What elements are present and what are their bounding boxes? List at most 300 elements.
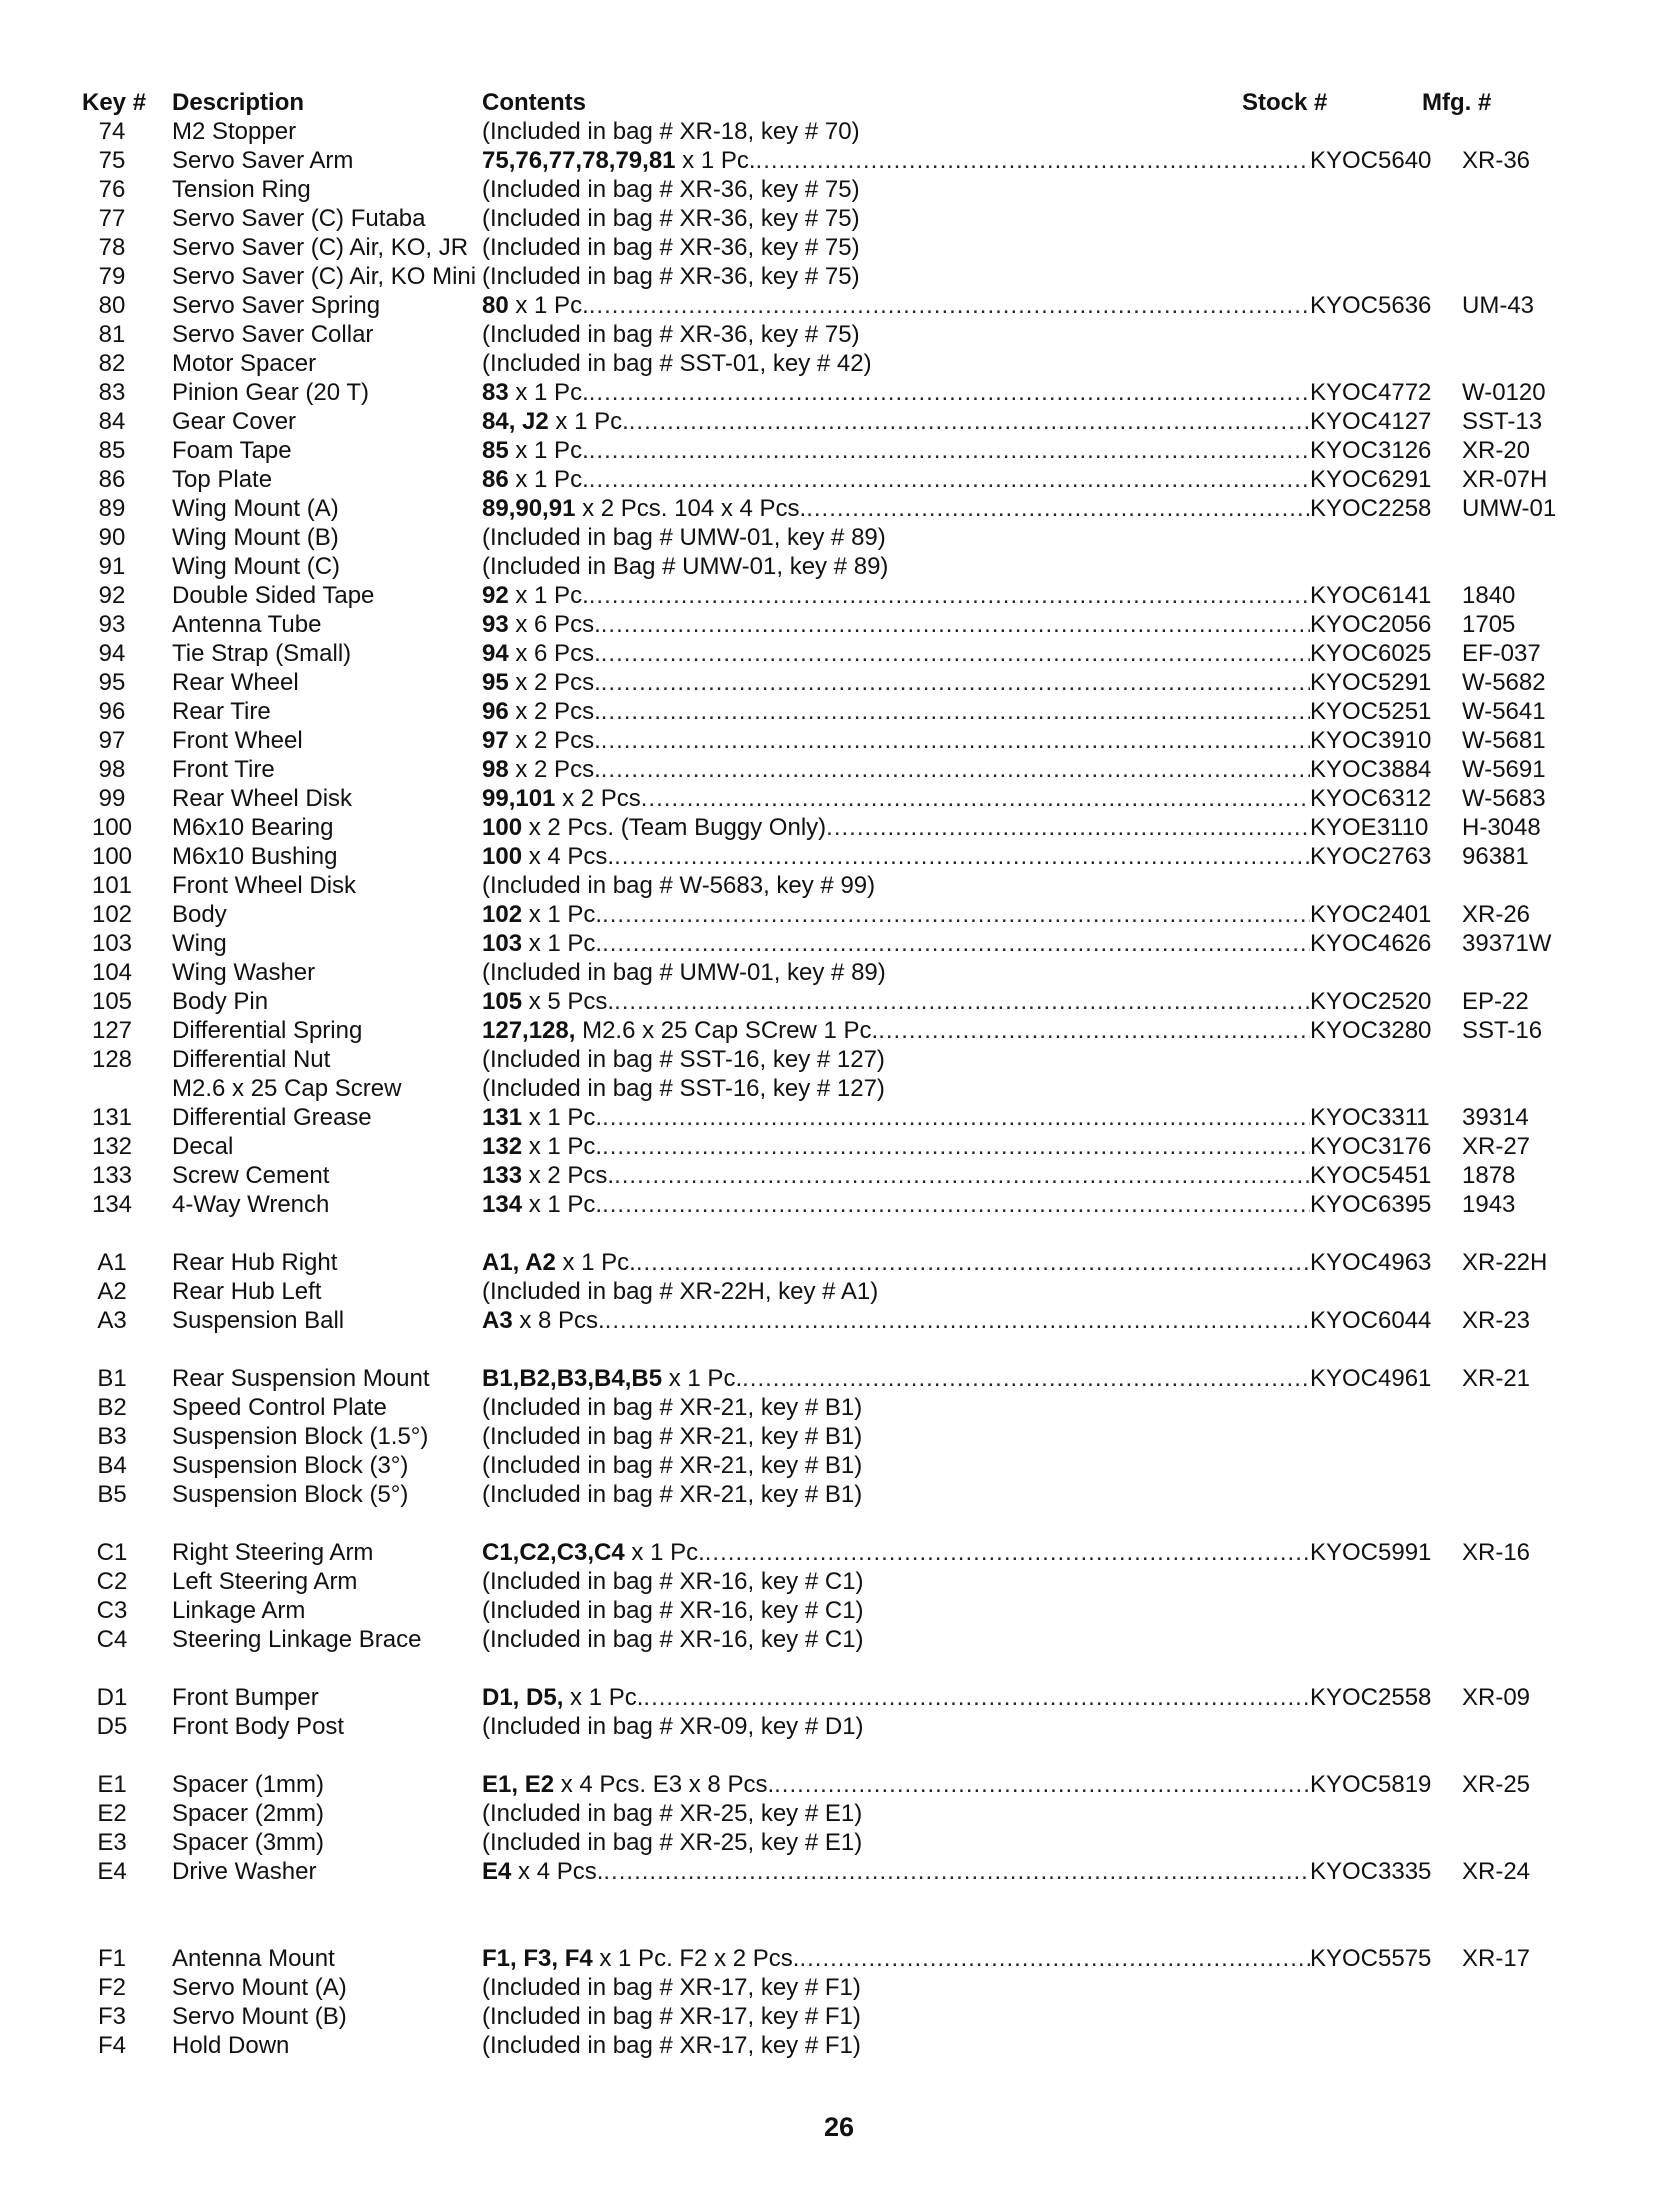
part-description: Suspension Block (3°) (172, 1452, 409, 1479)
contents-keys: 127,128, (482, 1017, 576, 1044)
contents-keys: E4 (482, 1858, 512, 1885)
key-number: 132 (91, 1133, 133, 1160)
key-number: 86 (98, 466, 126, 493)
leader-dots (601, 610, 1310, 639)
part-contents (482, 1973, 1310, 2002)
contents-text (482, 349, 872, 378)
table-row (82, 1770, 1531, 1799)
contents-quantity: x 1 Pc. (522, 1133, 603, 1160)
part-description: Rear Hub Right (172, 1249, 338, 1276)
table-row (82, 1103, 1529, 1132)
part-contents (482, 262, 1310, 291)
part-contents (482, 842, 1310, 871)
contents-quantity: (Included in bag # SST-16, key # 127) (482, 1046, 885, 1073)
part-description: Body (172, 901, 227, 928)
contents-keys: 94 (482, 640, 509, 667)
key-number: 93 (98, 611, 126, 638)
part-contents (482, 1712, 1310, 1741)
key-number: A1 (97, 1249, 127, 1276)
mfg-number: XR-21 (1462, 1365, 1531, 1392)
mfg-number: XR-27 (1462, 1133, 1531, 1160)
table-row (82, 1016, 1543, 1045)
part-contents (482, 1799, 1310, 1828)
contents-keys: 86 (482, 466, 509, 493)
stock-number: KYOC6291 (1310, 466, 1432, 493)
table-row (82, 349, 1502, 378)
part-description: Spacer (3mm) (172, 1829, 325, 1856)
contents-text (482, 1683, 643, 1712)
part-contents (482, 1422, 1310, 1451)
contents-text (482, 1451, 862, 1480)
leader-dots (589, 436, 1310, 465)
table-row (82, 2031, 1502, 2060)
leader-dots (601, 697, 1310, 726)
contents-text (482, 1190, 602, 1219)
key-number: 76 (98, 176, 126, 203)
part-description: Rear Wheel (172, 669, 299, 696)
part-contents (482, 958, 1310, 987)
contents-keys: 131 (482, 1104, 523, 1131)
part-description: Double Sided Tape (172, 582, 375, 609)
contents-keys: 98 (482, 756, 509, 783)
key-number: 78 (98, 234, 126, 261)
part-contents (482, 581, 1310, 610)
table-row (82, 871, 1502, 900)
table-row (82, 1132, 1531, 1161)
table-row (82, 842, 1529, 871)
key-number: 80 (98, 292, 126, 319)
contents-text (482, 871, 875, 900)
stock-number: KYOC4772 (1310, 379, 1432, 406)
key-number: 134 (91, 1191, 133, 1218)
key-number: 83 (98, 379, 126, 406)
contents-quantity: x 1 Pc. F2 x 2 Pcs. (592, 1945, 800, 1972)
table-row (82, 552, 1502, 581)
part-description: Front Wheel Disk (172, 872, 357, 899)
stock-number: KYOC4961 (1310, 1365, 1432, 1392)
part-description: Antenna Tube (172, 611, 322, 638)
stock-number: KYOE3110 (1310, 814, 1429, 841)
mfg-number: XR-23 (1462, 1307, 1531, 1334)
contents-text (482, 1538, 705, 1567)
key-number: B4 (97, 1452, 127, 1479)
stock-number: KYOC6141 (1310, 582, 1432, 609)
part-description: Pinion Gear (20 T) (172, 379, 369, 406)
stock-number: KYOC5575 (1310, 1945, 1432, 1972)
part-description: Front Body Post (172, 1713, 345, 1740)
part-description: Servo Saver Collar (172, 321, 374, 348)
table-row (82, 523, 1502, 552)
header-mfg: Mfg. # (1422, 89, 1492, 116)
contents-quantity: (Included in bag # UMW-01, key # 89) (482, 524, 886, 551)
contents-text (482, 2002, 861, 2031)
key-number: 131 (91, 1104, 133, 1131)
key-number: 96 (98, 698, 126, 725)
table-row (82, 175, 1502, 204)
part-contents (482, 1016, 1310, 1045)
part-description: M6x10 Bushing (172, 843, 338, 870)
part-contents (482, 755, 1310, 784)
stock-number: KYOC3311 (1310, 1104, 1430, 1131)
stock-number: KYOC2056 (1310, 611, 1432, 638)
key-number: C4 (96, 1626, 128, 1653)
key-number: 94 (98, 640, 126, 667)
contents-quantity: x 2 Pcs. (508, 669, 601, 696)
contents-text (482, 958, 886, 987)
part-description: Wing Mount (C) (172, 553, 341, 580)
contents-text (482, 552, 888, 581)
stock-number: KYOC6044 (1310, 1307, 1432, 1334)
key-number: 79 (98, 263, 126, 290)
contents-quantity: (Included in bag # XR-25, key # E1) (482, 1829, 863, 1856)
contents-quantity: x 2 Pcs. (508, 698, 601, 725)
contents-text (482, 1480, 862, 1509)
key-number: 104 (91, 959, 133, 986)
key-number: 81 (98, 321, 126, 348)
contents-keys: A1, A2 (482, 1249, 556, 1276)
table-row (82, 668, 1546, 697)
part-contents (482, 1944, 1310, 1973)
contents-text (482, 378, 589, 407)
key-number: F3 (97, 2003, 126, 2030)
table-row (82, 465, 1548, 494)
contents-quantity: x 2 Pcs (555, 785, 641, 812)
mfg-number: EF-037 (1462, 640, 1541, 667)
table-row (82, 1422, 1502, 1451)
contents-quantity: x 2 Pcs. (508, 756, 601, 783)
part-description: Servo Saver (C) Futaba (172, 205, 426, 232)
table-row (82, 1190, 1516, 1219)
part-contents (482, 697, 1310, 726)
contents-quantity: x 5 Pcs. (522, 988, 615, 1015)
stock-number: KYOC3176 (1310, 1133, 1432, 1160)
contents-text (482, 117, 860, 146)
part-description: Differential Grease (172, 1104, 372, 1131)
part-contents (482, 2031, 1310, 2060)
key-number: 128 (91, 1046, 133, 1073)
contents-text (482, 1944, 799, 1973)
part-contents (482, 436, 1310, 465)
part-contents (482, 987, 1310, 1016)
leader-dots (589, 291, 1310, 320)
part-description: Front Bumper (172, 1684, 319, 1711)
contents-text (482, 262, 860, 291)
table-row (82, 204, 1502, 233)
mfg-number: XR-07H (1462, 466, 1548, 493)
table-row (82, 1596, 1502, 1625)
part-contents (482, 175, 1310, 204)
part-description: Spacer (2mm) (172, 1800, 325, 1827)
leader-dots (641, 784, 1310, 813)
key-number: B5 (97, 1481, 127, 1508)
table-row (82, 987, 1529, 1016)
part-contents (482, 1277, 1310, 1306)
stock-number: KYOC2763 (1310, 843, 1432, 870)
part-description: Suspension Block (1.5°) (172, 1423, 429, 1450)
part-description: 4-Way Wrench (172, 1191, 330, 1218)
part-contents (482, 726, 1310, 755)
leader-dots (602, 900, 1310, 929)
contents-keys: 102 (482, 901, 523, 928)
key-number: E4 (97, 1858, 127, 1885)
contents-text (482, 291, 589, 320)
part-contents (482, 1103, 1310, 1132)
leader-dots (603, 1857, 1310, 1886)
contents-text (482, 1132, 602, 1161)
contents-keys: 75,76,77,78,79,81 (482, 147, 676, 174)
mfg-number: W-0120 (1462, 379, 1546, 406)
contents-quantity: (Included in bag # W-5683, key # 99) (482, 872, 876, 899)
table-row (82, 1944, 1531, 1973)
contents-quantity: x 2 Pcs. (508, 727, 601, 754)
part-contents (482, 784, 1310, 813)
contents-text (482, 755, 601, 784)
key-number: 77 (98, 205, 126, 232)
table-row (82, 1683, 1531, 1712)
contents-keys: 99,101 (482, 785, 556, 812)
table-row (82, 1045, 1502, 1074)
part-contents (482, 233, 1310, 262)
leader-dots (601, 668, 1310, 697)
part-contents (482, 1306, 1310, 1335)
mfg-number: UMW-01 (1462, 495, 1557, 522)
contents-quantity: (Included in bag # XR-36, key # 75) (482, 321, 860, 348)
stock-number: KYOC4963 (1310, 1249, 1432, 1276)
contents-quantity: (Included in bag # SST-01, key # 42) (482, 350, 872, 377)
part-contents (482, 1393, 1310, 1422)
part-description: Rear Suspension Mount (172, 1365, 430, 1392)
contents-text (482, 320, 860, 349)
key-number: 103 (91, 930, 133, 957)
contents-keys: 84, J2 (482, 408, 549, 435)
table-row (82, 1248, 1548, 1277)
stock-number: KYOC5451 (1310, 1162, 1432, 1189)
part-description: Left Steering Arm (172, 1568, 358, 1595)
stock-number: KYOC2258 (1310, 495, 1432, 522)
mfg-number: XR-17 (1462, 1945, 1531, 1972)
leader-dots (614, 987, 1310, 1016)
contents-text (482, 146, 756, 175)
contents-keys: B1,B2,B3,B4,B5 (482, 1365, 663, 1392)
key-number: B3 (97, 1423, 127, 1450)
table-row (82, 1074, 1502, 1103)
leader-dots (602, 1190, 1310, 1219)
leader-dots (605, 1306, 1310, 1335)
table-row (82, 1712, 1502, 1741)
contents-text (482, 581, 589, 610)
contents-quantity: x 1 Pc. (675, 147, 756, 174)
leader-dots (601, 726, 1310, 755)
part-description: Steering Linkage Brace (172, 1626, 422, 1653)
stock-number: KYOC3910 (1310, 727, 1432, 754)
part-contents (482, 1567, 1310, 1596)
key-number: 127 (91, 1017, 133, 1044)
leader-dots (614, 842, 1310, 871)
parts-list-header (82, 88, 1502, 117)
mfg-number: XR-26 (1462, 901, 1531, 928)
contents-keys: C1,C2,C3,C4 (482, 1539, 625, 1566)
mfg-number: 1705 (1462, 611, 1516, 638)
table-row (82, 1828, 1502, 1857)
contents-quantity: x 6 Pcs. (508, 640, 601, 667)
key-number: 74 (98, 118, 126, 145)
contents-quantity: (Included in bag # XR-25, key # E1) (482, 1800, 863, 1827)
part-description: Servo Saver Spring (172, 292, 381, 319)
part-contents (482, 320, 1310, 349)
part-description: Rear Wheel Disk (172, 785, 353, 812)
leader-dots (589, 581, 1310, 610)
contents-text (482, 1567, 864, 1596)
leader-dots (629, 407, 1310, 436)
contents-quantity: (Included in bag # XR-16, key # C1) (482, 1597, 864, 1624)
stock-number: KYOC3280 (1310, 1017, 1432, 1044)
table-row (82, 320, 1502, 349)
mfg-number: H-3048 (1462, 814, 1541, 841)
contents-quantity: x 1 Pc. (563, 1684, 644, 1711)
key-number: E2 (97, 1800, 127, 1827)
table-row (82, 1277, 1502, 1306)
contents-text (482, 1016, 878, 1045)
contents-quantity: x 6 Pcs. (508, 611, 601, 638)
part-contents (482, 1248, 1310, 1277)
contents-keys: 92 (482, 582, 509, 609)
contents-text (482, 1364, 742, 1393)
contents-text (482, 1074, 885, 1103)
contents-text (482, 1161, 614, 1190)
contents-text (482, 1799, 862, 1828)
contents-text (482, 1596, 864, 1625)
contents-quantity: x 2 Pcs. (522, 1162, 615, 1189)
contents-text (482, 1277, 878, 1306)
contents-quantity: (Included in bag # XR-36, key # 75) (482, 263, 860, 290)
contents-text (482, 233, 860, 262)
part-description: Front Tire (172, 756, 275, 783)
table-row (82, 639, 1541, 668)
header-description: Description (172, 89, 305, 116)
leader-dots (602, 1103, 1310, 1132)
stock-number: KYOC3126 (1310, 437, 1432, 464)
leader-dots (643, 1683, 1310, 1712)
table-row (82, 755, 1546, 784)
stock-number: KYOC5636 (1310, 292, 1432, 319)
contents-quantity: (Included in bag # XR-18, key # 70) (482, 118, 860, 145)
part-contents (482, 349, 1310, 378)
part-description: Servo Saver (C) Air, KO Mini (172, 263, 477, 290)
contents-quantity: (Included in bag # XR-22H, key # A1) (482, 1278, 879, 1305)
part-contents (482, 1828, 1310, 1857)
contents-quantity: M2.6 x 25 Cap SCrew 1 Pc. (575, 1017, 879, 1044)
part-contents (482, 494, 1310, 523)
stock-number: KYOC4626 (1310, 930, 1432, 957)
mfg-number: EP-22 (1462, 988, 1529, 1015)
key-number: 75 (98, 147, 126, 174)
contents-quantity: x 1 Pc. (555, 1249, 636, 1276)
leader-dots (756, 146, 1310, 175)
leader-dots (636, 1248, 1310, 1277)
contents-quantity: (Included in bag # XR-21, key # B1) (482, 1394, 863, 1421)
contents-text (482, 726, 601, 755)
mfg-number: 39371W (1462, 930, 1552, 957)
header-contents: Contents (482, 89, 586, 116)
part-description: Servo Saver (C) Air, KO, JR (172, 234, 469, 261)
part-description: Rear Hub Left (172, 1278, 322, 1305)
part-description: Rear Tire (172, 698, 271, 725)
contents-text (482, 668, 601, 697)
table-row (82, 1306, 1531, 1335)
part-description: Right Steering Arm (172, 1539, 374, 1566)
key-number: 97 (98, 727, 126, 754)
table-row (82, 1538, 1531, 1567)
key-number: C2 (96, 1568, 128, 1595)
contents-text (482, 1393, 862, 1422)
part-contents (482, 1451, 1310, 1480)
contents-text (482, 1828, 862, 1857)
contents-quantity: x 1 Pc. (508, 437, 589, 464)
stock-number: KYOC4127 (1310, 408, 1432, 435)
page-number: 26 (823, 2112, 855, 2142)
stock-number: KYOC6025 (1310, 640, 1432, 667)
table-row (82, 1480, 1502, 1509)
contents-quantity: (Included in bag # XR-21, key # B1) (482, 1423, 863, 1450)
contents-text (482, 204, 860, 233)
contents-quantity: x 1 Pc. (624, 1539, 705, 1566)
part-description: Motor Spacer (172, 350, 317, 377)
contents-quantity: (Included in bag # XR-09, key # D1) (482, 1713, 864, 1740)
contents-quantity: x 1 Pc. (508, 466, 589, 493)
part-description: Hold Down (172, 2032, 290, 2059)
contents-keys: D1, D5, (482, 1684, 564, 1711)
part-contents (482, 1161, 1310, 1190)
part-contents (482, 1596, 1310, 1625)
contents-quantity: (Included in bag # XR-36, key # 75) (482, 205, 860, 232)
contents-quantity: (Included in bag # SST-16, key # 127) (482, 1075, 885, 1102)
part-contents (482, 1190, 1310, 1219)
part-description: Servo Mount (A) (172, 1974, 347, 2001)
stock-number: KYOC2520 (1310, 988, 1432, 1015)
part-description: Top Plate (172, 466, 273, 493)
contents-quantity: (Included in bag # XR-17, key # F1) (482, 2003, 861, 2030)
contents-keys: 80 (482, 292, 509, 319)
stock-number: KYOC3335 (1310, 1858, 1432, 1885)
key-number: 98 (98, 756, 126, 783)
table-row (82, 146, 1531, 175)
mfg-number: W-5691 (1462, 756, 1546, 783)
table-row (82, 233, 1502, 262)
table-row (82, 900, 1531, 929)
part-contents (482, 1480, 1310, 1509)
key-number: 95 (98, 669, 126, 696)
contents-quantity: (Included in bag # XR-16, key # C1) (482, 1626, 864, 1653)
mfg-number: XR-25 (1462, 1771, 1531, 1798)
table-row (82, 929, 1552, 958)
part-contents (482, 291, 1310, 320)
table-row (82, 1973, 1502, 2002)
key-number: 133 (91, 1162, 133, 1189)
leader-dots (742, 1364, 1310, 1393)
part-description: Tension Ring (172, 176, 311, 203)
contents-text (482, 407, 629, 436)
key-number: F1 (97, 1945, 126, 1972)
part-description: Antenna Mount (172, 1945, 335, 1972)
table-row (82, 407, 1543, 436)
part-description: Tie Strap (Small) (172, 640, 352, 667)
contents-text (482, 610, 601, 639)
key-number: 101 (91, 872, 133, 899)
parts-list (82, 88, 1557, 2060)
contents-quantity: x 1 Pc. (508, 582, 589, 609)
part-contents (482, 2002, 1310, 2031)
table-row (82, 697, 1546, 726)
